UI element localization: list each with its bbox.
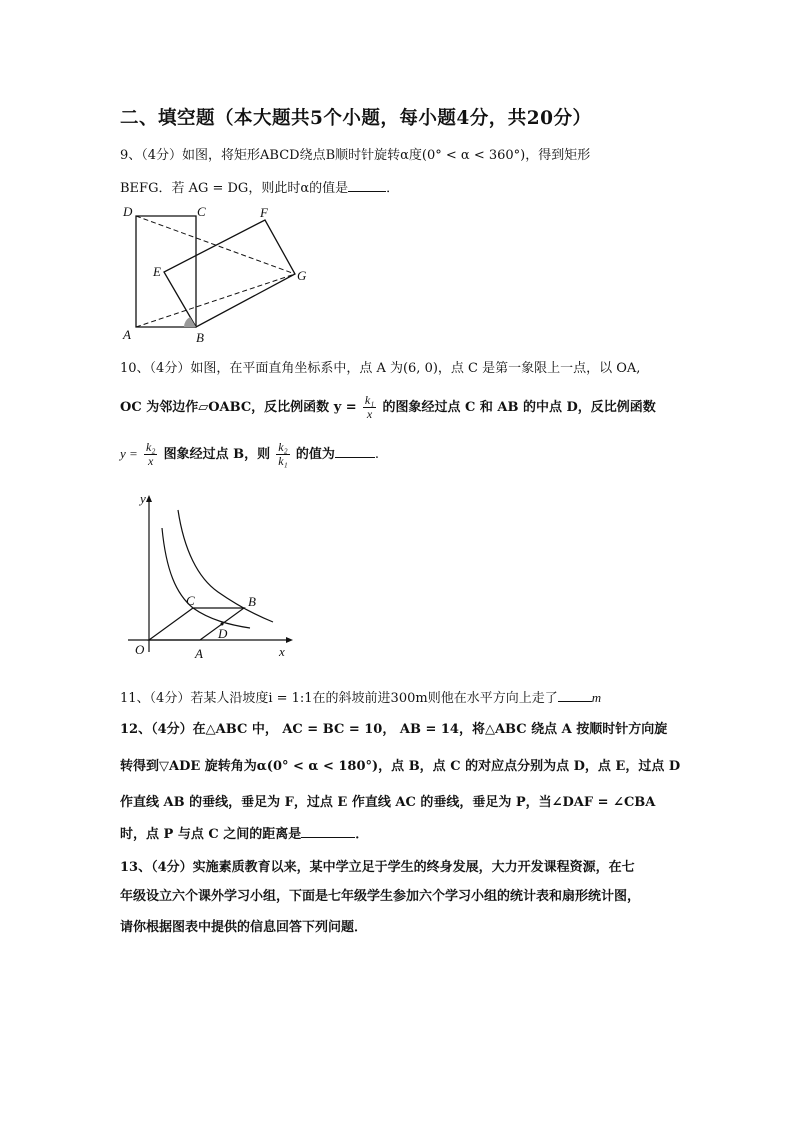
fraction-k2-x [144, 441, 158, 468]
q11-line [120, 687, 601, 706]
q9-figure [118, 200, 318, 348]
frac-num: k₂ [278, 440, 288, 454]
frac-den: k₁ [278, 454, 288, 468]
frac-den: x [366, 407, 373, 421]
q11-text: 11、（4分）若某人沿坡度i = 1:1在的斜坡前进300m则他在水平方向上走了 [120, 691, 558, 706]
frac-den: x [148, 454, 154, 468]
q13-line1: 13、（4分）实施素质教育以来，某中学立足于学生的终身发展，大力开发课程资源，在七 [120, 860, 635, 875]
q10-line3 [120, 441, 379, 468]
frac-num: k₂ [145, 440, 156, 454]
label-d: D [218, 626, 228, 641]
q10-line3-mid: 图象经过点 B，则 [163, 447, 271, 462]
q10-line2-rest: 的图象经过点 C 和 AB 的中点 D，反比例函数 [382, 400, 656, 415]
q12-line1: 12、（4分）在△ABC 中， AC = BC = 10， AB = 14，将△ABC 绕点 A 按顺时针方向旋 [120, 722, 668, 737]
q10-line3-post: 的值为 [295, 447, 335, 462]
fraction-k1-x [363, 394, 377, 421]
q13-line3: 请你根据图表中提供的信息回答下列问题． [120, 920, 368, 935]
label-f: F [260, 205, 268, 220]
q12-line4-end: ． [355, 827, 369, 842]
q12-line2: 转得到▽ADE 旋转角为α(0° < α < 180°)，点 B，点 C 的对应点分别为点 D，点 E，过点 D [120, 759, 681, 774]
label-d: D [123, 204, 133, 219]
frac-num: k₁ [364, 393, 375, 407]
q10-y-eq: y = [120, 446, 138, 461]
answer-blank [558, 689, 592, 702]
section-title: 二、填空题（本大题共5个小题，每小题4分，共20分） [120, 108, 592, 129]
q10-line2 [120, 394, 656, 421]
label-g: G [297, 268, 307, 283]
label-a: A [195, 646, 203, 661]
q9-line2-end: ． [386, 181, 400, 196]
q10-line3-end: . [374, 447, 380, 462]
q12-line3: 作直线 AB 的垂线，垂足为 F，过点 E 作直线 AC 的垂线，垂足为 P，当∠DAF = ∠CBA [120, 795, 656, 810]
q12-line4-text: 时，点 P 与点 C 之间的距离是 [120, 827, 302, 842]
dashed-ag [136, 274, 295, 327]
q10-figure [118, 490, 298, 665]
label-x: x [279, 644, 285, 659]
label-c: C [197, 204, 206, 219]
answer-blank [335, 445, 375, 458]
q9-line2-text: BEFG．若 AG = DG，则此时α的值是 [120, 181, 349, 196]
q12-line4 [120, 823, 368, 842]
q9-line1: 9、（4分）如图，将矩形ABCD绕点B顺时针旋转α度(0° < α < 360°)，得到矩形 [120, 148, 591, 163]
q11-unit: m [591, 690, 602, 705]
q10-line1: 10、（4分）如图，在平面直角坐标系中，点 A 为(6, 0)，点 C 是第一象限上一点，以 OA, [120, 361, 641, 376]
answer-blank [301, 825, 355, 838]
label-o: O [135, 642, 145, 657]
x-axis-arrow [286, 637, 293, 643]
label-a: A [123, 327, 131, 342]
label-b: B [196, 330, 204, 345]
q10-line2-text: OC 为邻边作▱OABC，反比例函数 y = [120, 400, 357, 415]
answer-blank [348, 179, 386, 192]
label-c: C [186, 593, 195, 608]
label-e: E [153, 264, 161, 279]
label-y: y [140, 491, 146, 506]
label-b: B [248, 594, 256, 609]
q13-line2: 年级设立六个课外学习小组，下面是七年级学生参加六个学习小组的统计表和扇形统计图， [120, 889, 641, 904]
y-axis-arrow [146, 495, 152, 502]
q9-line2 [120, 177, 399, 196]
angle-marker [184, 317, 196, 327]
fraction-k2-k1 [276, 441, 290, 468]
